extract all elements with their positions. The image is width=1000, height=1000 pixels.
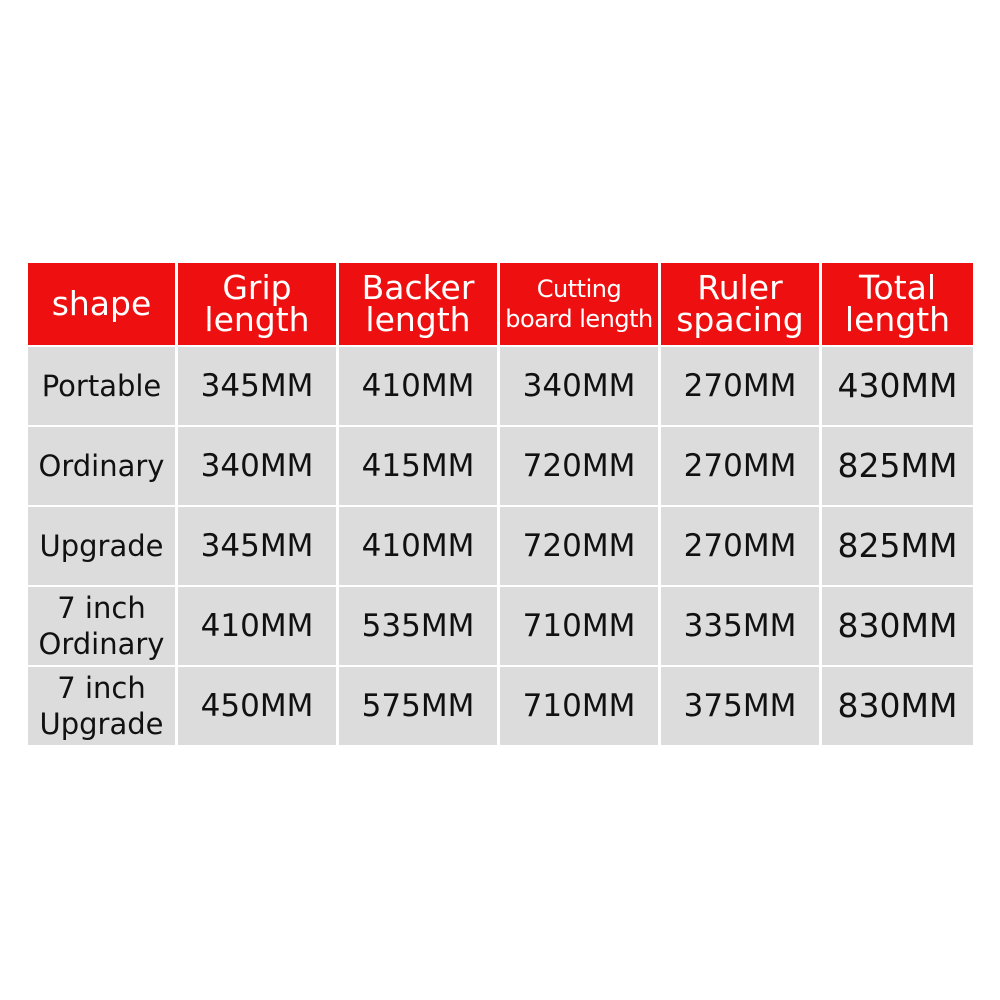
cell-grip-length: 450MM bbox=[178, 667, 336, 745]
row-shape-label: Ordinary bbox=[28, 427, 175, 505]
cell-cutting-board-length: 710MM bbox=[500, 667, 658, 745]
row-shape-label: 7 inch Upgrade bbox=[28, 667, 175, 745]
cell-backer-length: 410MM bbox=[339, 507, 497, 585]
header-backer-length: Backer length bbox=[339, 263, 497, 345]
row-shape-label: Upgrade bbox=[28, 507, 175, 585]
cell-total-length: 830MM bbox=[822, 667, 973, 745]
row-shape-label: Portable bbox=[28, 347, 175, 425]
cell-ruler-spacing: 270MM bbox=[661, 507, 819, 585]
cell-ruler-spacing: 375MM bbox=[661, 667, 819, 745]
cell-total-length: 825MM bbox=[822, 507, 973, 585]
cell-total-length: 430MM bbox=[822, 347, 973, 425]
cell-grip-length: 345MM bbox=[178, 347, 336, 425]
cell-cutting-board-length: 720MM bbox=[500, 427, 658, 505]
header-ruler-spacing: Ruler spacing bbox=[661, 263, 819, 345]
row-shape-label: 7 inch Ordinary bbox=[28, 587, 175, 665]
cell-total-length: 825MM bbox=[822, 427, 973, 505]
cell-grip-length: 345MM bbox=[178, 507, 336, 585]
cell-total-length: 830MM bbox=[822, 587, 973, 665]
header-grip-length: Grip length bbox=[178, 263, 336, 345]
cell-ruler-spacing: 270MM bbox=[661, 347, 819, 425]
spec-table bbox=[28, 263, 964, 745]
header-shape: shape bbox=[28, 263, 175, 345]
cell-cutting-board-length: 340MM bbox=[500, 347, 658, 425]
cell-backer-length: 410MM bbox=[339, 347, 497, 425]
cell-ruler-spacing: 335MM bbox=[661, 587, 819, 665]
cell-backer-length: 575MM bbox=[339, 667, 497, 745]
cell-grip-length: 410MM bbox=[178, 587, 336, 665]
header-cutting-board-length: Cutting board length bbox=[500, 263, 658, 345]
cell-backer-length: 535MM bbox=[339, 587, 497, 665]
cell-cutting-board-length: 710MM bbox=[500, 587, 658, 665]
cell-ruler-spacing: 270MM bbox=[661, 427, 819, 505]
cell-grip-length: 340MM bbox=[178, 427, 336, 505]
cell-cutting-board-length: 720MM bbox=[500, 507, 658, 585]
cell-backer-length: 415MM bbox=[339, 427, 497, 505]
header-total-length: Total length bbox=[822, 263, 973, 345]
